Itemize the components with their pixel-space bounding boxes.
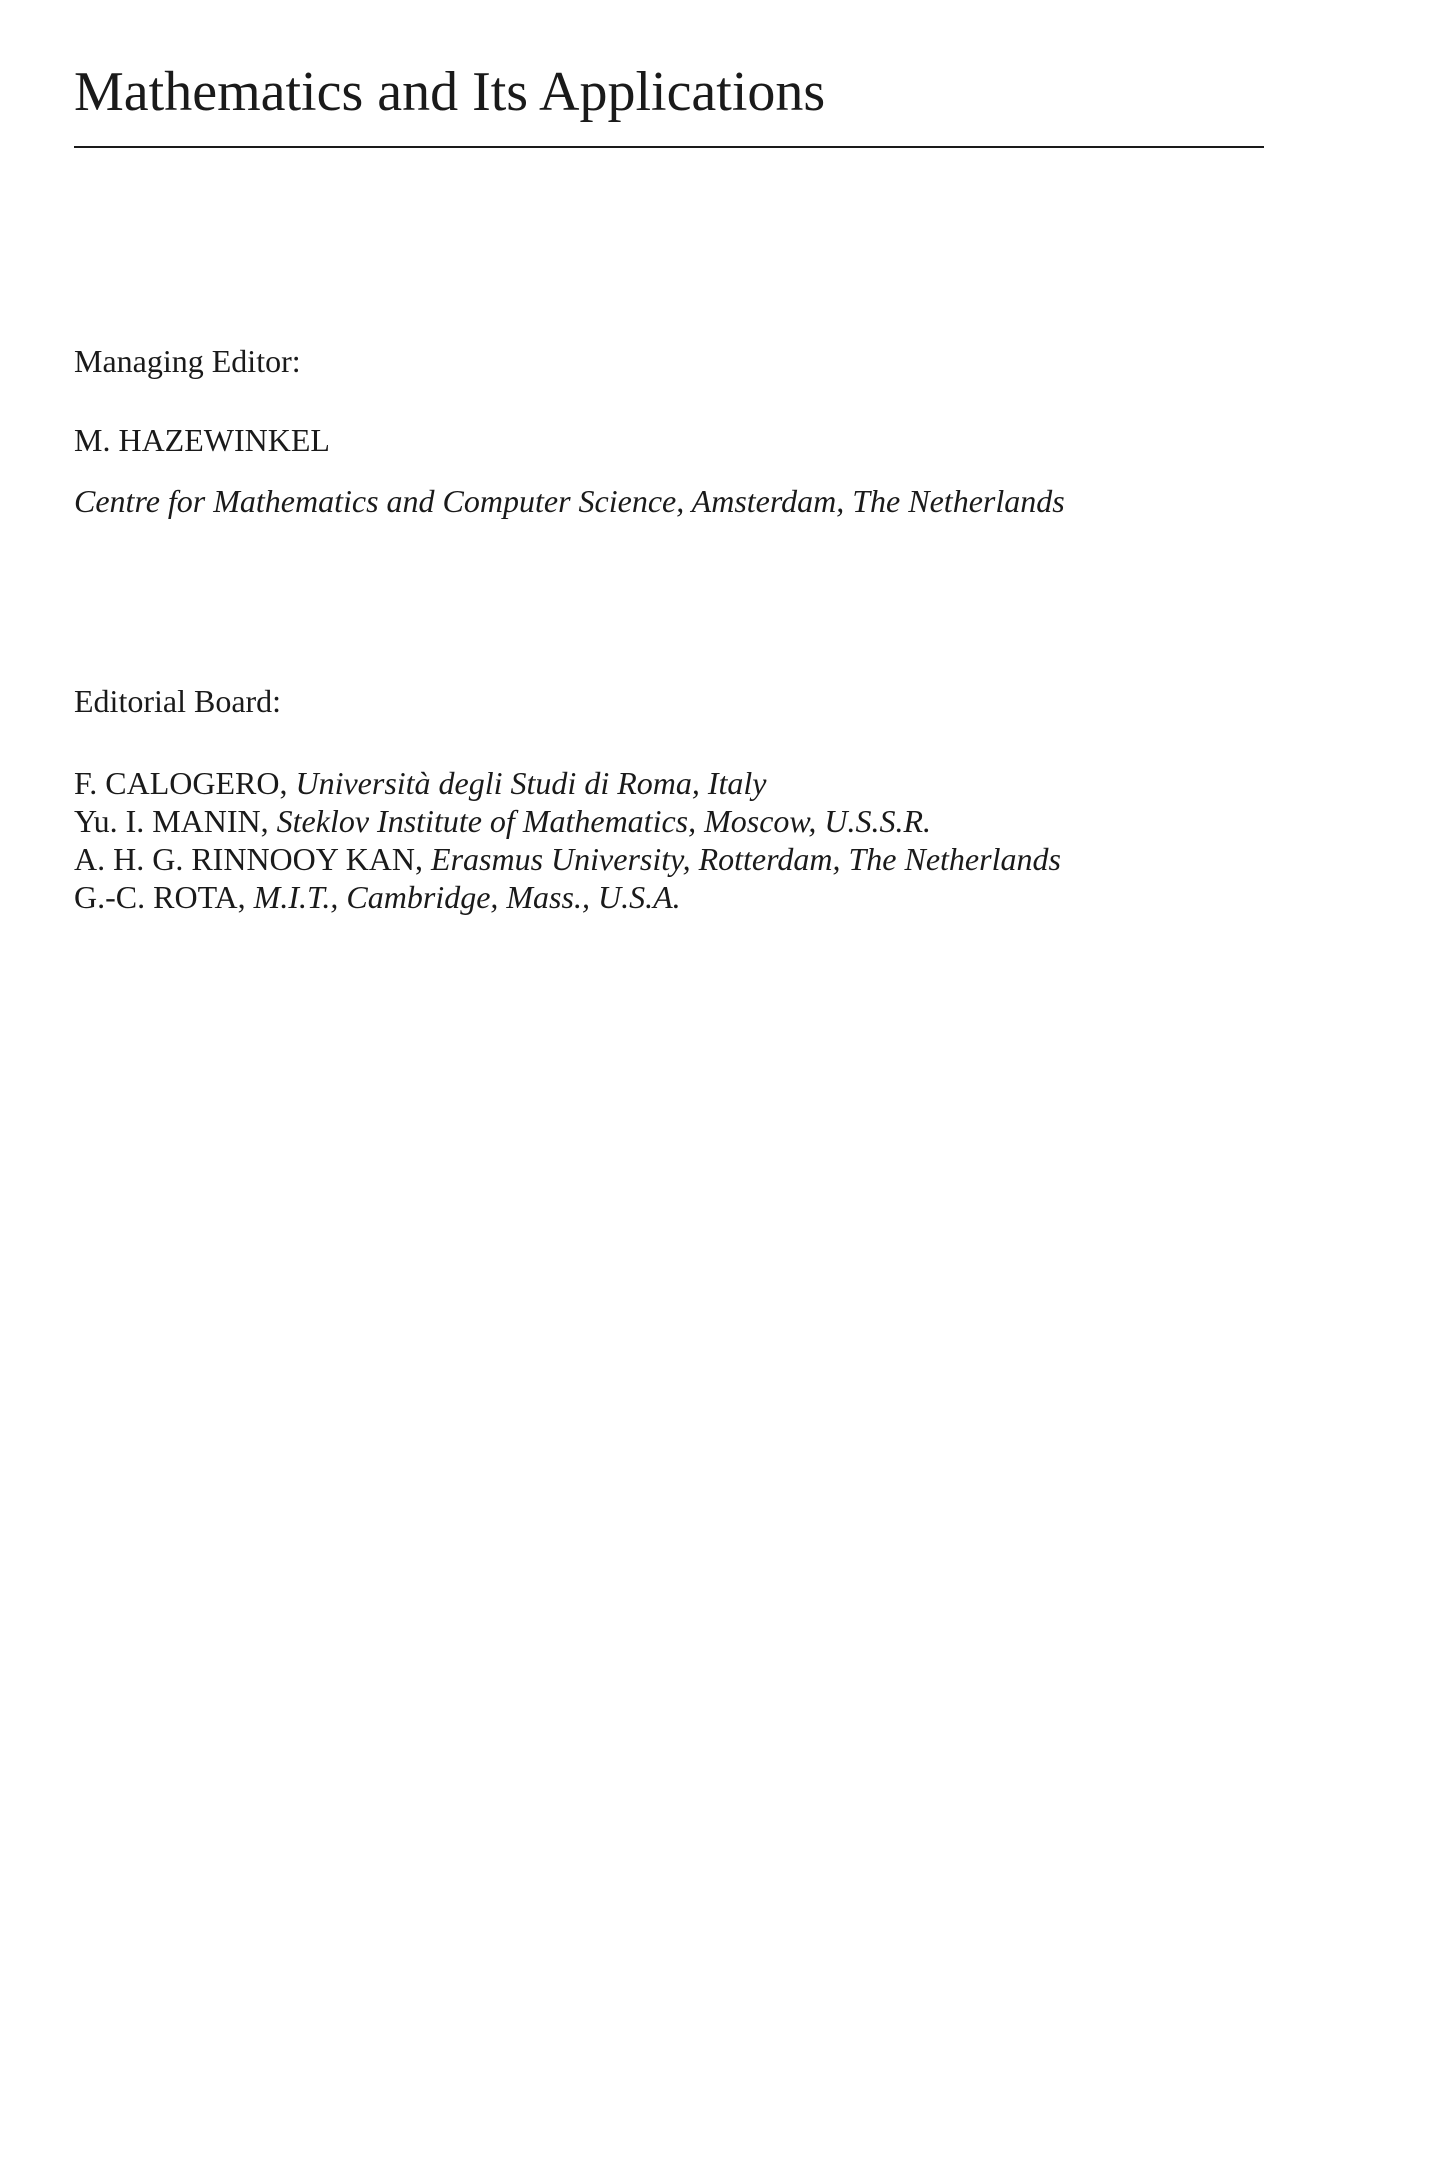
board-member (74, 840, 1061, 878)
editorial-board-label: Editorial Board: (74, 683, 282, 719)
board-member-affiliation: Steklov Institute of Mathematics, Moscow, U.S.S.R. (276, 803, 932, 839)
board-member-affiliation: M.I.T., Cambridge, Mass., U.S.A. (253, 879, 681, 915)
board-member-name: A. H. G. RINNOOY KAN, (74, 841, 424, 877)
editorial-board-list (74, 764, 1061, 916)
board-member (74, 878, 1061, 916)
board-member-name: Yu. I. MANIN, (74, 803, 269, 839)
managing-editor-label: Managing Editor: (74, 343, 301, 379)
managing-editor-name: M. HAZEWINKEL (74, 422, 330, 458)
managing-editor-affiliation: Centre for Mathematics and Computer Science, Amsterdam, The Netherlands (74, 483, 1065, 519)
board-member-affiliation: Erasmus University, Rotterdam, The Netherlands (431, 841, 1061, 877)
board-member-name: G.-C. ROTA, (74, 879, 246, 915)
board-member (74, 802, 1061, 840)
board-member (74, 764, 1061, 802)
board-member-affiliation: Università degli Studi di Roma, Italy (295, 765, 767, 801)
title-rule (74, 146, 1264, 148)
series-title: Mathematics and Its Applications (74, 61, 826, 123)
board-member-name: F. CALOGERO, (74, 765, 288, 801)
